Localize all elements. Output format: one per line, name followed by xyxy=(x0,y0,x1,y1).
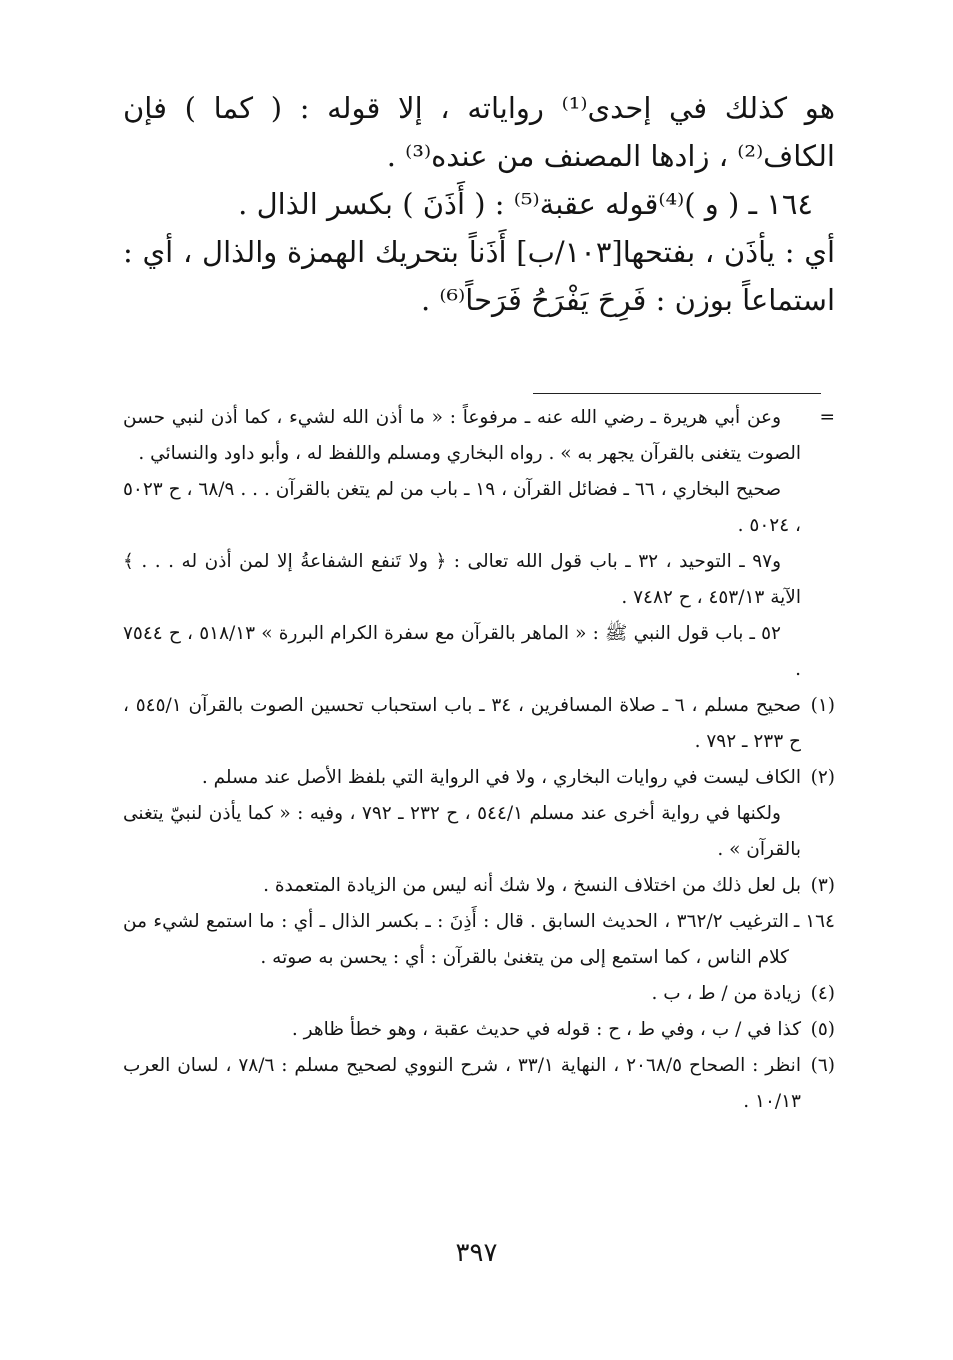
footnote-mark: ١٦٤ ـ xyxy=(793,911,835,932)
footnote-paragraph: ٥٢ ـ باب قول النبي ﷺ : « الماهر بالقرآن مع سفرة الكرام البررة » ٥١٨/١٣ ، ح ٧٥٤٤ . xyxy=(123,623,801,680)
main-paragraph-3: أي : يأذَن ، بفتحها[١٠٣/ب] أَذَناً بتحريك الهمزة والذال ، أي : استماعاً بوزن : فَرِحَ يَفْرَحُ فَرَحاً⁽⁶⁾ . xyxy=(123,235,835,317)
footnote-paragraph: وعن أبي هريرة ـ رضي الله عنه ـ مرفوعاً : « ما أذن الله لشيء ، كما أذن لنبي حسن الصوت يتغنى بالقرآن يجهر به » . رواه البخاري ومسلم واللفظ له ، وأبو داود والنسائي . xyxy=(123,407,801,464)
footnote-mark: (٣) xyxy=(810,875,835,896)
footnote-paragraph: صحيح مسلم ، ٦ ـ صلاة المسافرين ، ٣٤ ـ باب استحباب تحسين الصوت بالقرآن ٥٤٥/١ ، ح ٢٣٣ ـ ٧٩٢ . xyxy=(123,695,802,752)
footnote-mark: (٥) xyxy=(810,1019,835,1040)
footnotes xyxy=(123,400,835,1120)
footnote-separator xyxy=(533,393,821,394)
footnote-paragraph: انظر : الصحاح ٢٠٦٨/٥ ، النهاية ٣٣/١ ، شرح النووي لصحيح مسلم : ٧٨/٦ ، لسان العرب ١٠/١٣ . xyxy=(123,1055,801,1112)
footnote-paragraph: زيادة من / ط ، ب . xyxy=(651,983,801,1004)
page-number: ٣٩٧ xyxy=(455,1238,498,1268)
footnote-mark: (١) xyxy=(810,695,835,716)
footnote-paragraph: بل لعل ذلك من اختلاف النسخ ، ولا شك أنه ليس من الزيادة المتعمدة . xyxy=(263,875,801,896)
footnote-mark: (٤) xyxy=(810,983,835,1004)
main-paragraph-1: هو كذلك في إحدى⁽¹⁾ رواياته ، إلا قوله : ( كما ) فإن الكاف⁽²⁾ ، زادها المصنف من عنده⁽³⁾ . xyxy=(123,91,836,173)
footnote-mark: (٢) xyxy=(810,767,835,788)
footnote-paragraph: و٩٧ ـ التوحيد ، ٣٢ ـ باب قول الله تعالى : ﴿ ولا تَنفع الشفاعةُ إلا لمن أذن له . . . ﴾ الآية ٤٥٣/١٣ ، ح ٧٤٨٢ . xyxy=(123,551,801,608)
footnote-1 xyxy=(123,688,835,760)
main-paragraph-2: ١٦٤ ـ ( و )⁽⁴⁾قوله عقبة⁽⁵⁾ : ( أَذَنَ ) بكسر الذال . xyxy=(238,187,813,221)
footnote-4 xyxy=(123,976,835,1012)
main-text xyxy=(123,84,835,324)
footnote-paragraph: صحيح البخاري ، ٦٦ ـ فضائل القرآن ، ١٩ ـ باب من لم يتغن بالقرآن . . . ٦٨/٩ ، ح ٥٠٢٣ ، ٥٠٢٤ . xyxy=(123,479,801,536)
footnote-paragraph: الترغيب ٣٦٢/٢ ، الحديث السابق . قال : أَذِنَ : ـ بكسر الذال ـ أي : ما استمع لشيء من كلام الناس ، كما استمع إلى من يتغنىٰ بالقرآن : أي : يحسن به صوته . xyxy=(123,911,789,968)
footnote-paragraph: الكاف ليست في روايات البخاري ، ولا في الرواية التي بلفظ الأصل عند مسلم . xyxy=(201,767,801,788)
footnote-2 xyxy=(123,760,835,868)
footnote-mark: = xyxy=(819,407,835,428)
footnote-mark: (٦) xyxy=(810,1055,835,1076)
footnote-3 xyxy=(123,868,835,904)
footnote-paragraph: ولكنها في رواية أخرى عند مسلم ٥٤٤/١ ، ح ٢٣٢ ـ ٧٩٢ ، وفيه : « كما يأذن لنبيّ يتغنى بالقرآن » . xyxy=(123,803,801,860)
footnote-paragraph: كذا في / ب ، وفي ط ، ح : قوله في حديث عقبة ، وهو خطأ ظاهر . xyxy=(291,1019,801,1040)
footnote-5 xyxy=(123,1012,835,1048)
footnote-6 xyxy=(123,1048,835,1120)
footnote-164 xyxy=(123,904,835,976)
footnote-continuation xyxy=(123,400,835,688)
